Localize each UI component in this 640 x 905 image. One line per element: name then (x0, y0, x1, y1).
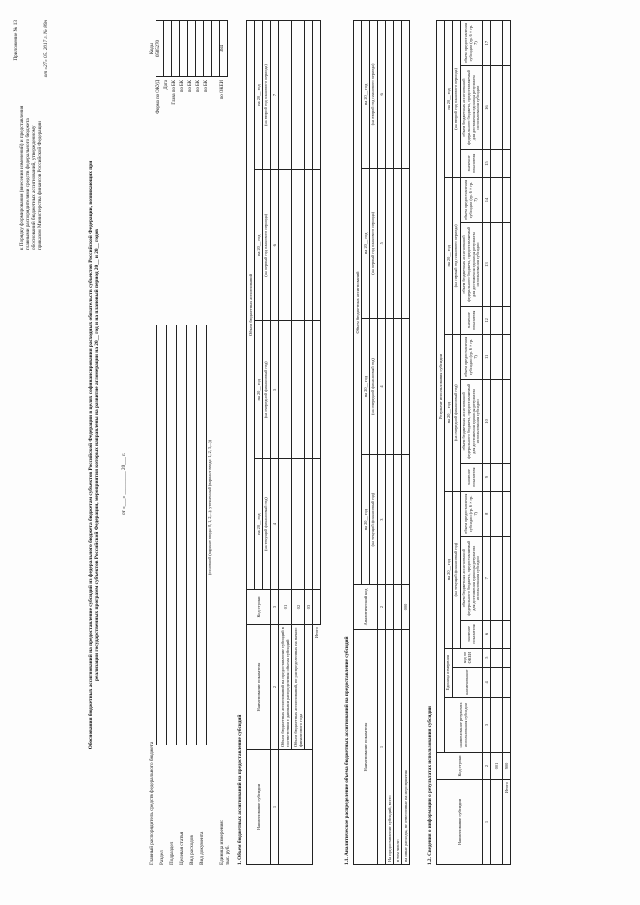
year-subheader: (на первый год планового периода) (263, 170, 271, 321)
table-row: 03 (305, 21, 313, 865)
appendix-line: приказом Министерства финансов Российской Федерации (36, 121, 43, 250)
year-subheader: (на текущий финансовый год) (263, 459, 271, 590)
year-header: на 20__ год (445, 491, 453, 648)
col-group-header: Объем бюджетных ассигнований (354, 21, 362, 585)
total-row: Итого (313, 21, 321, 865)
section-12-table (436, 20, 511, 865)
section-12-title: 1.2. Сведения о информации о результатах использования субсидии (427, 706, 433, 865)
codes-row: Глава по БК (172, 20, 180, 135)
col-header: Код строки (247, 590, 271, 625)
col-header: наименование результата использования субсидии (445, 698, 483, 753)
sub-col-header: объем предоставления субсидии (гр. 6 × гр. 7) (460, 334, 482, 379)
section-1-title: 1. Объем бюджетных ассигнований на предоставление субсидий (237, 714, 243, 865)
appendix-line: обоснований бюджетных ассигнований, утвержденному (30, 125, 37, 250)
appendix-line: главными распорядителями средств федерального бюджета (24, 118, 31, 250)
sub-col-header: объем предоставления субсидии (гр. 6 × гр. 7) (460, 177, 482, 222)
fill-line (156, 325, 157, 745)
column-numbers-row: 1 2 3 4 5 6 7 8 9 10 11 12 13 14 15 16 17 (483, 21, 491, 865)
year-header: на 20__ год (362, 21, 370, 169)
table-row: Объем бюджетных ассигнований на предоставление субсидий в соответствии с данными распределения объема субсидий 01 (279, 21, 292, 865)
document-title: Обоснования бюджетных ассигнований на предоставление субсидий из федерального бюджета бюджетам субъектов Российской Федерации в целях софинансирования расходных обязательств субъектов Российской Федерации, возникающих при реализации государственных программ субъектов Российской Федерации, мероприятия которых направлены на развитие агломерации на 20__ год и на плановый период 20__ и 20__ годов (88, 160, 101, 750)
unit-col-header: код по ОКЕИ (453, 648, 483, 667)
year-header: на 20__ год (445, 334, 453, 491)
codes-row (212, 20, 220, 135)
year-subheader: (на первый год планового периода) (370, 168, 378, 318)
year-header: на 20__ год (445, 177, 453, 334)
codes-row: по ОКЕИ 384 (220, 20, 228, 135)
column-numbers-row: 1 2 3 4 5 6 7 (270, 21, 278, 865)
fill-line (196, 325, 197, 745)
table-row: на иные расходы, не отнесенные на мероприятия 000 (402, 21, 410, 865)
sub-col-header: значение показателя (460, 149, 482, 177)
appendix-header (14, 20, 50, 250)
column-numbers-row: 1 2 3 4 5 6 (377, 21, 385, 865)
year-header: на 20__ год (255, 321, 263, 459)
fill-line (176, 325, 177, 745)
appendix-line: к Порядку формирования (внесения изменений) и представления (18, 105, 25, 250)
unit-col-header: наименование (453, 667, 483, 697)
field-label: Главный распорядитель средств федерального бюджета (149, 741, 155, 865)
appendix-signature: от «27» 05. 2017 г. № 89н (42, 20, 49, 78)
sub-col-header: объем предоставления субсидии (гр. 6 × гр. 7) (460, 21, 482, 66)
col-header: Наименование показателя (354, 630, 378, 865)
section-1-table (246, 20, 321, 865)
table-row: 001 (491, 21, 503, 865)
field-label: Подраздел (169, 841, 175, 865)
table-row: в том числе: (394, 21, 402, 865)
sub-col-header: значение показателя (460, 306, 482, 334)
col-header: Наименование субсидии (247, 750, 271, 865)
appendix-number: Приложение № 13 (13, 20, 19, 61)
col-group-header: Объем бюджетных ассигнований (247, 21, 255, 590)
year-subheader: (на второй год планового периода) (453, 21, 461, 178)
col-group-header: Результат использования субсидии (437, 21, 445, 753)
col-header: Аналитический код (354, 585, 378, 630)
sub-col-header: объем бюджетных ассигнований федерального бюджета, предоставляемый для достижения единицы результата использования субсидии (460, 66, 482, 150)
doc-type-note: (основной (вариант ввода: 0, 1, 2,...); уточненный (вариант ввода: 1, 2, 3,...)) (207, 440, 212, 575)
year-subheader: (на очередной финансовый год) (370, 318, 378, 455)
codes-row: по БК (204, 20, 212, 135)
year-subheader: (на второй год планового периода) (263, 21, 271, 170)
codes-row: Форма по ОКУД 0505270 (156, 20, 164, 135)
year-subheader: (на первый год планового периода) (453, 177, 461, 334)
codes-box (150, 20, 228, 135)
col-group-header: Единица измерения (445, 648, 453, 697)
col-header: Наименование субсидии (437, 780, 483, 865)
sub-col-header: объем бюджетных ассигнований федерального бюджета, предоставляемый для достижения единицы результата использования субсидии (460, 380, 482, 464)
year-subheader: (на очередной финансовый год) (453, 334, 461, 491)
sub-col-header: значение показателя (460, 620, 482, 648)
total-row: Итого 900 (503, 21, 511, 865)
codes-row: по БК (196, 20, 204, 135)
codes-row: Дата (164, 20, 172, 135)
field-label: Раздел (159, 850, 165, 865)
field-label: тыс. руб. (225, 845, 231, 865)
field-label: Целевая статья (179, 831, 185, 865)
year-header: на 20__ год (362, 455, 370, 585)
sub-col-header: объем бюджетных ассигнований федерального бюджета, предоставляемый для достижения единицы результата использования субсидии (460, 223, 482, 307)
table-row: На предоставление субсидий, всего (386, 21, 394, 865)
year-subheader: (на текущий финансовый год) (453, 491, 461, 648)
col-header: Наименование показателя (247, 625, 271, 750)
fill-line (166, 325, 167, 745)
section-11-title: 1.1. Аналитическое распределение объема бюджетных ассигнований на предоставление субсидий (344, 636, 350, 865)
col-header: Код строки (437, 753, 483, 780)
year-subheader: (на текущий финансовый год) (370, 455, 378, 585)
codes-row: по БК (188, 20, 196, 135)
year-header: на 20__ год (255, 21, 263, 170)
sub-col-header: объем предоставления субсидии (гр. 6 × гр. 7) (460, 491, 482, 536)
year-header: на 20__ год (445, 21, 453, 178)
sub-col-header: объем бюджетных ассигнований федерального бюджета, предоставляемый для достижения единицы результата использования субсидии (460, 536, 482, 620)
field-label: Вид документа (199, 831, 205, 865)
table-row: Объем бюджетных ассигнований, не распределенных на начало финансового года 02 (292, 21, 305, 865)
year-header: на 20__ год (255, 170, 263, 321)
sub-col-header: значение показателя (460, 463, 482, 491)
year-header: на 20__ год (255, 459, 263, 590)
fill-line (186, 325, 187, 745)
year-subheader: (на очередной финансовый год) (263, 321, 271, 459)
year-subheader: (на второй год планового периода) (370, 21, 378, 169)
year-header: на 20__ год (362, 318, 370, 455)
year-header: на 20__ год (362, 168, 370, 318)
section-11-table (353, 20, 410, 865)
codes-header: Коды (150, 43, 155, 54)
field-label: Вид расходов (189, 835, 195, 865)
date-line: от «___» _________ 20___ г. (121, 452, 127, 515)
codes-row: по БК (180, 20, 188, 135)
field-label: Единица измерения: (219, 819, 225, 865)
